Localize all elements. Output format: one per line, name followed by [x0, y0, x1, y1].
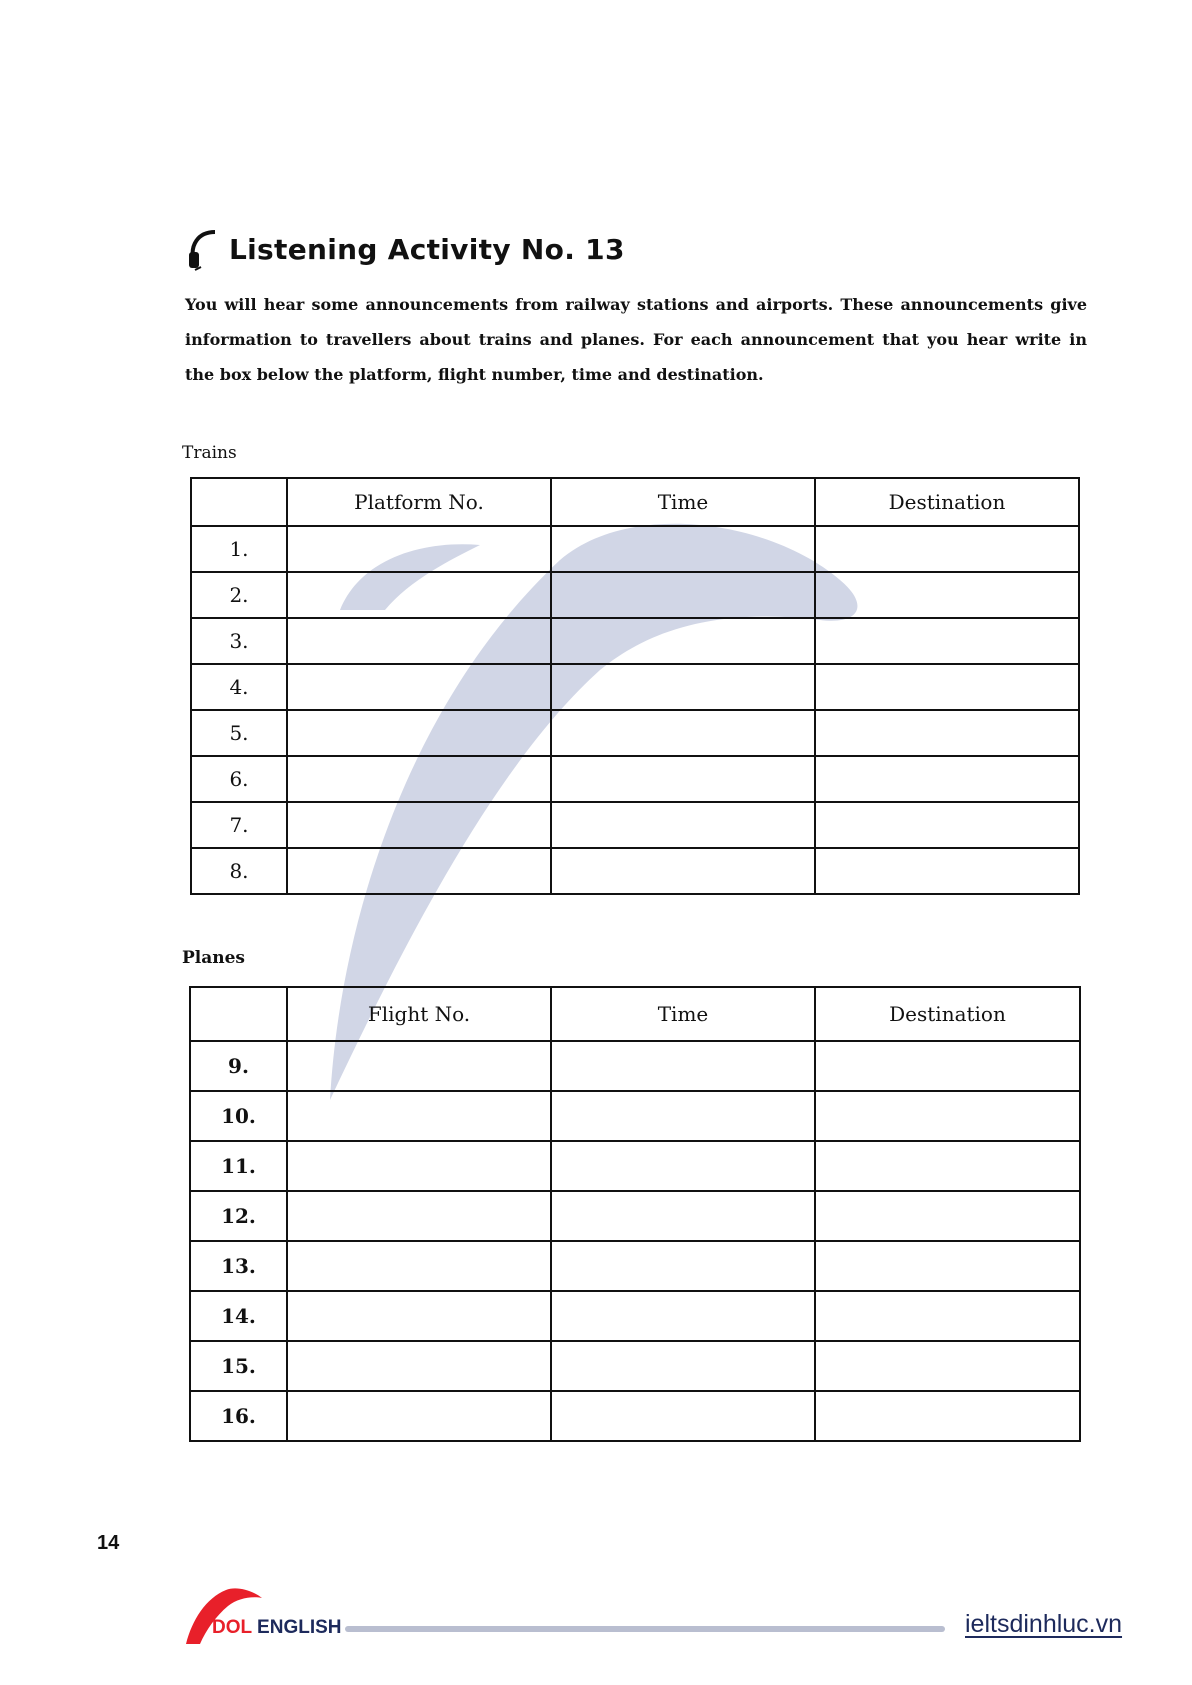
destination-cell[interactable]	[815, 1141, 1080, 1191]
destination-cell[interactable]	[815, 710, 1079, 756]
flight-cell[interactable]	[287, 1141, 551, 1191]
destination-cell[interactable]	[815, 756, 1079, 802]
platform-cell[interactable]	[287, 848, 551, 894]
time-cell[interactable]	[551, 664, 815, 710]
time-cell[interactable]	[551, 1191, 815, 1241]
flight-cell[interactable]	[287, 1091, 551, 1141]
platform-cell[interactable]	[287, 572, 551, 618]
time-cell[interactable]	[551, 1341, 815, 1391]
planes-header-time: Time	[551, 987, 815, 1041]
activity-title: Listening Activity No. 13	[229, 232, 625, 266]
row-number: 7.	[191, 802, 287, 848]
table-row	[191, 618, 1079, 664]
destination-cell[interactable]	[815, 1391, 1080, 1441]
table-row	[190, 1191, 1080, 1241]
destination-cell[interactable]	[815, 1341, 1080, 1391]
table-row	[191, 756, 1079, 802]
destination-cell[interactable]	[815, 618, 1079, 664]
row-number: 14.	[190, 1291, 287, 1341]
row-number: 12.	[190, 1191, 287, 1241]
destination-cell[interactable]	[815, 848, 1079, 894]
row-number: 3.	[191, 618, 287, 664]
row-number: 5.	[191, 710, 287, 756]
table-row	[190, 1241, 1080, 1291]
time-cell[interactable]	[551, 710, 815, 756]
website-link[interactable]: ieltsdinhluc.vn	[965, 1610, 1123, 1638]
time-cell[interactable]	[551, 526, 815, 572]
table-row	[191, 710, 1079, 756]
table-row	[190, 1041, 1080, 1091]
table-row	[190, 1091, 1080, 1141]
flight-cell[interactable]	[287, 1291, 551, 1341]
brand-name-part2: ENGLISH	[251, 1617, 342, 1638]
destination-cell[interactable]	[815, 572, 1079, 618]
activity-header	[185, 224, 745, 274]
time-cell[interactable]	[551, 572, 815, 618]
time-cell[interactable]	[551, 1241, 815, 1291]
time-cell[interactable]	[551, 1091, 815, 1141]
planes-label: Planes	[182, 948, 246, 968]
flight-cell[interactable]	[287, 1341, 551, 1391]
instructions: You will hear some announcements from railway stations and airports. These announcements give information to travellers about trains and planes. For each announcement that you hear write in the box below the platform, flight number, time and destination.	[185, 295, 1087, 384]
row-number: 16.	[190, 1391, 287, 1441]
platform-cell[interactable]	[287, 618, 551, 664]
destination-cell[interactable]	[815, 526, 1079, 572]
trains-header-time: Time	[551, 478, 815, 526]
trains-header-destination: Destination	[815, 478, 1079, 526]
platform-cell[interactable]	[287, 802, 551, 848]
time-cell[interactable]	[551, 1041, 815, 1091]
page-number: 14	[97, 1532, 120, 1554]
footer-divider	[345, 1626, 945, 1632]
headphone-icon	[185, 226, 223, 272]
destination-cell[interactable]	[815, 664, 1079, 710]
table-row	[190, 1341, 1080, 1391]
trains-header-platform: Platform No.	[287, 478, 551, 526]
row-number: 11.	[190, 1141, 287, 1191]
time-cell[interactable]	[551, 802, 815, 848]
destination-cell[interactable]	[815, 1041, 1080, 1091]
row-number: 1.	[191, 526, 287, 572]
planes-table	[189, 986, 1081, 1442]
table-row	[190, 1391, 1080, 1441]
row-number: 15.	[190, 1341, 287, 1391]
trains-label: Trains	[182, 443, 237, 463]
destination-cell[interactable]	[815, 1291, 1080, 1341]
flight-cell[interactable]	[287, 1191, 551, 1241]
row-number: 4.	[191, 664, 287, 710]
flight-cell[interactable]	[287, 1241, 551, 1291]
row-number: 10.	[190, 1091, 287, 1141]
planes-header-flight: Flight No.	[287, 987, 551, 1041]
table-row	[191, 664, 1079, 710]
time-cell[interactable]	[551, 848, 815, 894]
trains-header-blank	[191, 478, 287, 526]
brand-name-part1: DOL	[212, 1617, 252, 1638]
platform-cell[interactable]	[287, 664, 551, 710]
brand-name	[212, 1617, 342, 1639]
row-number: 6.	[191, 756, 287, 802]
planes-header-destination: Destination	[815, 987, 1080, 1041]
flight-cell[interactable]	[287, 1391, 551, 1441]
time-cell[interactable]	[551, 618, 815, 664]
row-number: 13.	[190, 1241, 287, 1291]
table-row	[191, 572, 1079, 618]
destination-cell[interactable]	[815, 1241, 1080, 1291]
destination-cell[interactable]	[815, 1091, 1080, 1141]
table-row	[191, 526, 1079, 572]
row-number: 9.	[190, 1041, 287, 1091]
time-cell[interactable]	[551, 1391, 815, 1441]
time-cell[interactable]	[551, 1141, 815, 1191]
trains-header-row	[191, 478, 1079, 526]
platform-cell[interactable]	[287, 710, 551, 756]
planes-header-row	[190, 987, 1080, 1041]
planes-header-blank	[190, 987, 287, 1041]
row-number: 8.	[191, 848, 287, 894]
destination-cell[interactable]	[815, 1191, 1080, 1241]
row-number: 2.	[191, 572, 287, 618]
table-row	[190, 1141, 1080, 1191]
time-cell[interactable]	[551, 756, 815, 802]
flight-cell[interactable]	[287, 1041, 551, 1091]
platform-cell[interactable]	[287, 526, 551, 572]
table-row	[190, 1291, 1080, 1341]
table-row	[191, 848, 1079, 894]
table-row	[191, 802, 1079, 848]
time-cell[interactable]	[551, 1291, 815, 1341]
trains-table	[190, 477, 1080, 895]
destination-cell[interactable]	[815, 802, 1079, 848]
platform-cell[interactable]	[287, 756, 551, 802]
